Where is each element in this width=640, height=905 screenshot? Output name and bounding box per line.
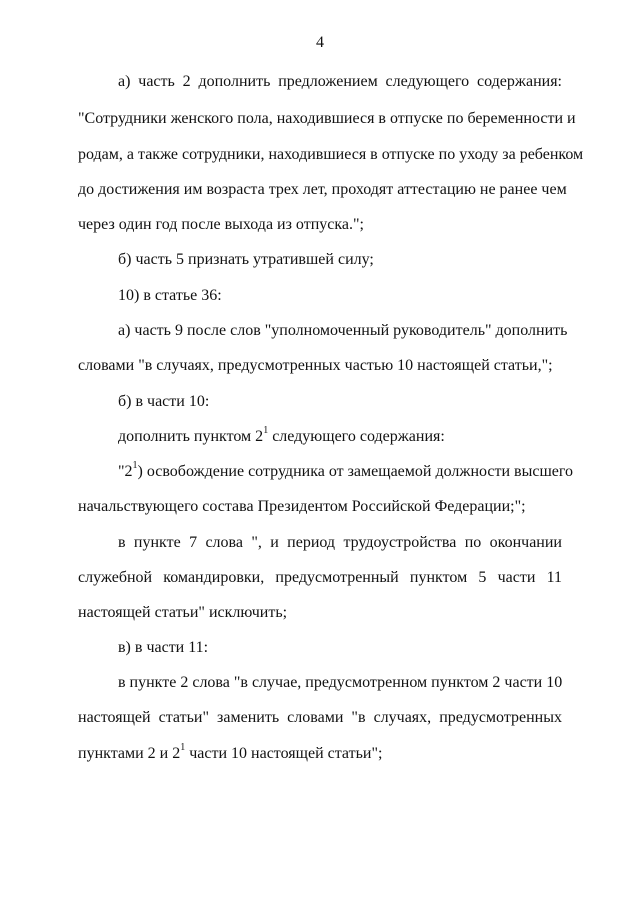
text-line-8: а) часть 9 после слов "уполномоченный руководитель" дополнить [118, 322, 568, 339]
superscript-1: 1 [132, 459, 138, 471]
text-line-3: родам, а также сотрудники, находившиеся в отпуске по уходу за ребенком [78, 146, 584, 163]
text-line-5: через один год после выхода из отпуска."; [78, 216, 364, 233]
text-line-18: в пункте 2 слова "в случае, предусмотренном пунктом 2 части 10 [118, 674, 563, 691]
text-line-12-part-b: ) освобождение сотрудника от замещаемой должности высшего [137, 463, 574, 480]
page-number: 4 [316, 34, 324, 51]
text-line-11 [118, 426, 562, 448]
text-line-20-part-b: части 10 настоящей статьи"; [185, 745, 383, 762]
text-line-19: настоящей статьи" заменить словами "в случаях, предусмотренных [78, 709, 562, 726]
text-line-17: в) в части 11: [118, 639, 209, 656]
text-line-10: б) в части 10: [118, 393, 210, 410]
text-line-2: "Сотрудники женского пола, находившиеся в отпуске по беременности и [78, 110, 576, 127]
text-line-16: настоящей статьи" исключить; [78, 604, 288, 621]
text-line-4: до достижения им возраста трех лет, проходят аттестацию не ранее чем [78, 181, 567, 198]
text-line-12-part-a: "2 [118, 463, 133, 480]
superscript-1: 1 [180, 741, 186, 753]
text-line-14: в пункте 7 слова ", и период трудоустройства по окончании [118, 534, 562, 551]
superscript-1: 1 [263, 424, 269, 436]
text-line-15: служебной командировки, предусмотренный пунктом 5 части 11 [78, 569, 562, 586]
text-line-12 [118, 459, 574, 483]
text-line-9: словами "в случаях, предусмотренных частью 10 настоящей статьи,"; [78, 357, 553, 374]
text-line-13: начальствующего состава Президентом Российской Федерации;"; [78, 498, 526, 515]
text-line-20 [78, 743, 562, 765]
text-line-1: а) часть 2 дополнить предложением следующего содержания: [118, 73, 562, 90]
text-line-11-part-b: следующего содержания: [268, 428, 445, 445]
text-line-11-part-a: дополнить пунктом 2 [118, 428, 264, 445]
text-line-7: 10) в статье 36: [118, 287, 222, 304]
text-line-20-part-a: пунктами 2 и 2 [78, 745, 181, 762]
text-line-6: б) часть 5 признать утратившей силу; [118, 251, 374, 268]
